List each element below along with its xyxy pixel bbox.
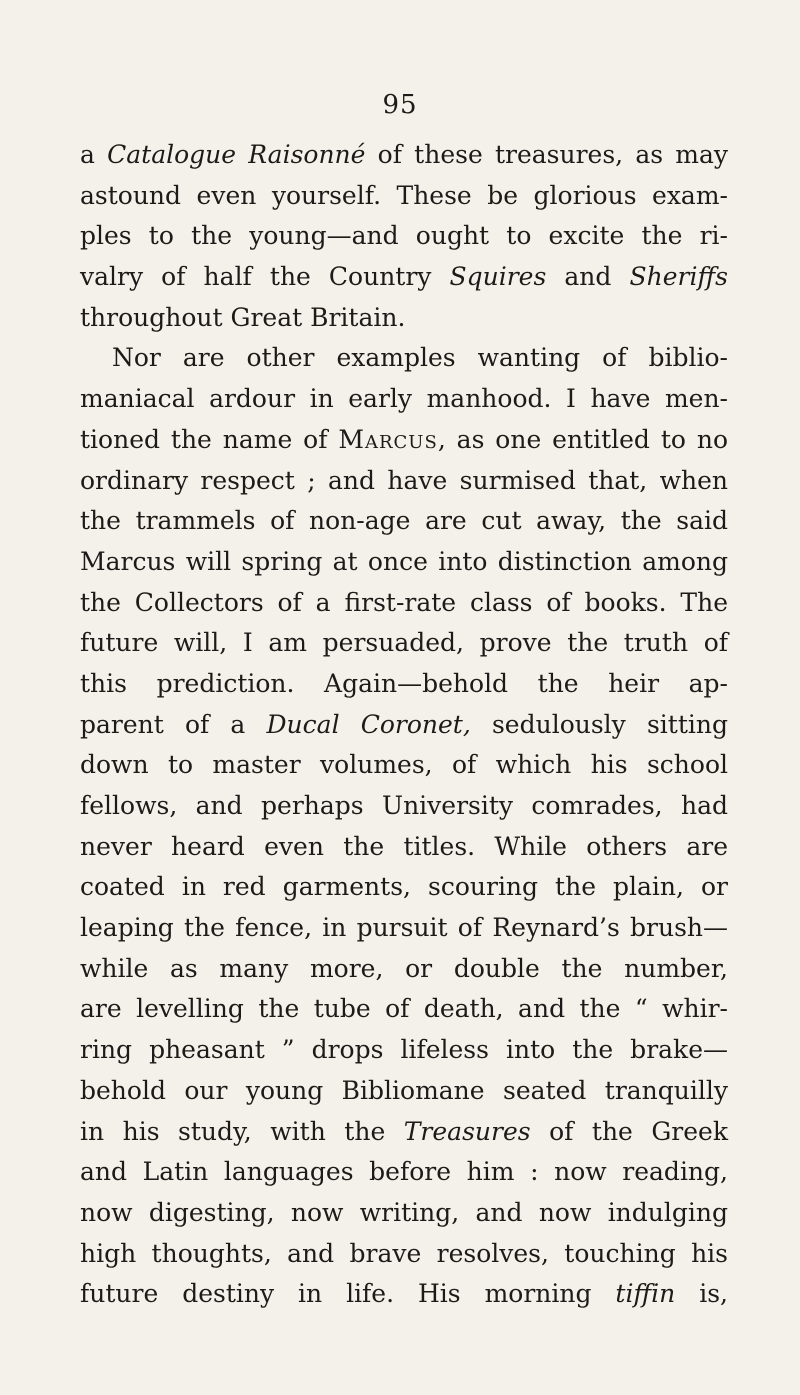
text-line: future will, I am persuaded, prove the truth of — [80, 628, 728, 658]
text-line: ring pheasant ” drops lifeless into the brake— — [80, 1035, 728, 1065]
text-line: tioned the name of Marcus, as one entitled to no — [80, 424, 728, 454]
small-caps-name: Marcus — [338, 424, 438, 454]
text-line: parent of a Ducal Coronet, sedulously sitting — [80, 709, 728, 739]
text-line: now digesting, now writing, and now indulging — [80, 1197, 728, 1227]
text-line: the Collectors of a first-rate class of books. The — [80, 587, 728, 617]
text-line: ples to the young—and ought to excite the ri- — [80, 221, 728, 251]
text-line: fellows, and perhaps University comrades, had — [80, 791, 728, 820]
text-line: and Latin languages before him : now reading, — [80, 1157, 728, 1187]
italic-phrase: Squires — [449, 262, 547, 292]
text-line: the trammels of non-age are cut away, the said — [80, 506, 728, 536]
italic-phrase: Sheriffs — [629, 262, 728, 292]
text-line: high thoughts, and brave resolves, touching his — [80, 1238, 728, 1268]
text-line: valry of half the Country Squires and Sheriffs — [80, 262, 728, 292]
text-line: leaping the fence, in pursuit of Reynard’s brush— — [80, 913, 728, 943]
text-line: in his study, with the Treasures of the Greek — [80, 1116, 728, 1146]
text-line: future destiny in life. His morning tiffin is, — [80, 1279, 728, 1309]
text-line: are levelling the tube of death, and the “ whir- — [80, 994, 728, 1024]
text-line: behold our young Bibliomane seated tranquilly — [80, 1075, 728, 1105]
text-line: this prediction. Again—behold the heir ap- — [80, 668, 728, 698]
italic-phrase: Ducal Coronet, — [266, 709, 471, 739]
body-text — [80, 135, 728, 1315]
italic-phrase: Catalogue Raisonné — [107, 140, 366, 169]
italic-phrase: tiffin — [615, 1279, 676, 1309]
text-line: astound even yourself. These be glorious exam- — [80, 180, 728, 210]
text-line: throughout Great Britain. — [80, 302, 406, 332]
text-line: maniacal ardour in early manhood. I have men- — [80, 384, 728, 414]
text-line: down to master volumes, of which his school — [80, 750, 728, 780]
paragraph-start-line: Nor are other examples wanting of biblio- — [112, 343, 728, 373]
text-line: while as many more, or double the number, — [80, 953, 728, 983]
text-line: never heard even the titles. While others are — [80, 831, 728, 861]
text-line: coated in red garments, scouring the plain, or — [80, 872, 728, 902]
text-line: ordinary respect ; and have surmised that, when — [80, 465, 728, 495]
italic-phrase: Treasures — [403, 1116, 531, 1146]
text-line: Marcus will spring at once into distinction among — [80, 546, 728, 576]
text-line: a Catalogue Raisonné of these treasures, as may — [80, 140, 728, 169]
page-number: 95 — [382, 90, 418, 120]
